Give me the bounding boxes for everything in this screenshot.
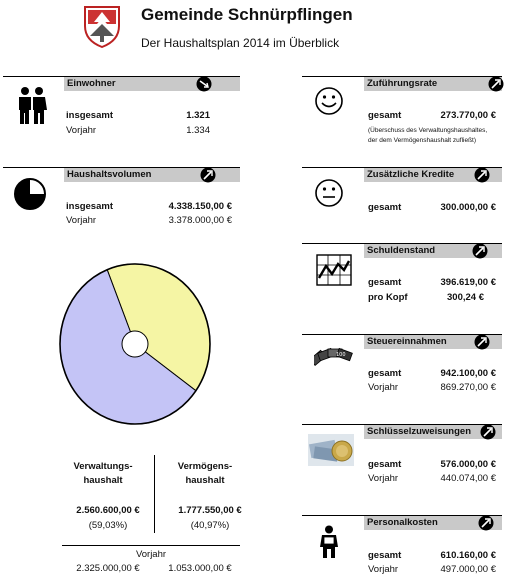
arrow-up-right-icon <box>474 334 490 350</box>
haushaltsvolumen-row1-value: 4.338.150,00 € <box>168 201 232 212</box>
budget-donut-chart <box>55 258 215 428</box>
vermoegenshaushalt-value: 1.777.550,00 € <box>178 505 242 516</box>
haushaltsvolumen-row2-label: Vorjahr <box>66 215 97 226</box>
coat-of-arms-icon <box>82 4 122 48</box>
section-title-haushaltsvolumen: Haushaltsvolumen <box>67 169 152 180</box>
trend-chart-icon <box>316 254 352 286</box>
banknotes-icon <box>314 344 354 370</box>
coins-icon <box>308 434 354 466</box>
vermoegenshaushalt-title: Vermögens- <box>177 461 233 472</box>
smiley-happy-icon <box>314 86 344 116</box>
people-icon <box>16 86 48 126</box>
zufuehrungsrate-note-2: der dem Vermögenshaushalt zufließt) <box>368 137 477 144</box>
pie-chart-icon <box>13 177 47 211</box>
verwaltungshaushalt-pct: (59,03%) <box>88 520 128 531</box>
schuldenstand-row1-value: 396.619,00 € <box>440 277 496 288</box>
personal-row1-label: gesamt <box>368 550 402 561</box>
steuer-row2-value: 869.270,00 € <box>440 382 496 393</box>
vorjahr-label: Vorjahr <box>135 549 167 560</box>
vorjahr-vermoegen-value: 1.053.000,00 € <box>168 563 232 574</box>
svg-text:100: 100 <box>336 352 346 358</box>
schluessel-row1-label: gesamt <box>368 459 402 470</box>
personal-row2-value: 497.000,00 € <box>440 564 496 575</box>
einwohner-row2-value: 1.334 <box>186 125 210 136</box>
vermoegenshaushalt-title-2: haushalt <box>185 475 225 486</box>
arrow-up-right-icon <box>488 76 504 92</box>
schluessel-row1-value: 576.000,00 € <box>440 459 496 470</box>
arrow-up-right-icon <box>474 167 490 183</box>
schluessel-row2-value: 440.074,00 € <box>440 473 496 484</box>
page-subtitle: Der Haushaltsplan 2014 im Überblick <box>141 36 340 50</box>
haushaltsvolumen-row2-value: 3.378.000,00 € <box>168 215 232 226</box>
section-title-personal: Personalkosten <box>367 517 438 528</box>
arrow-up-right-icon <box>480 424 496 440</box>
section-title-steuer: Steuereinnahmen <box>367 336 447 347</box>
arrow-down-right-icon <box>196 76 212 92</box>
section-title-zufuehrungsrate: Zuführungsrate <box>367 78 438 89</box>
schuldenstand-row2-label: pro Kopf <box>368 292 408 303</box>
arrow-up-right-icon <box>478 515 494 531</box>
vermoegenshaushalt-pct: (40,97%) <box>190 520 230 531</box>
section-divider <box>62 545 240 546</box>
arrow-up-right-icon <box>200 167 216 183</box>
steuer-row1-label: gesamt <box>368 368 402 379</box>
zufuehrungsrate-row1-label: gesamt <box>368 110 402 121</box>
personal-row1-value: 610.160,00 € <box>440 550 496 561</box>
steuer-row1-value: 942.100,00 € <box>440 368 496 379</box>
verwaltungshaushalt-title: Verwaltungs- <box>73 461 133 472</box>
section-title-kredite: Zusätzliche Kredite <box>367 169 455 180</box>
smiley-neutral-icon <box>314 178 344 208</box>
section-title-einwohner: Einwohner <box>67 78 116 89</box>
kredite-row1-value: 300.000,00 € <box>440 202 496 213</box>
einwohner-row1-value: 1.321 <box>186 110 210 121</box>
einwohner-row2-label: Vorjahr <box>66 125 97 136</box>
schluessel-row2-label: Vorjahr <box>368 473 399 484</box>
zufuehrungsrate-note-1: (Überschuss des Verwaltungshaushaltes, <box>368 127 488 134</box>
schuldenstand-row1-label: gesamt <box>368 277 402 288</box>
section-title-schluessel: Schlüsselzuweisungen <box>367 426 471 437</box>
einwohner-row1-label: insgesamt <box>66 110 113 121</box>
personal-row2-label: Vorjahr <box>368 564 399 575</box>
steuer-row2-label: Vorjahr <box>368 382 399 393</box>
kredite-row1-label: gesamt <box>368 202 402 213</box>
vorjahr-verwaltung-value: 2.325.000,00 € <box>76 563 140 574</box>
verwaltungshaushalt-title-2: haushalt <box>83 475 123 486</box>
arrow-up-right-icon <box>472 243 488 259</box>
person-sign-icon <box>316 525 342 559</box>
haushaltsvolumen-row1-label: insgesamt <box>66 201 113 212</box>
pie-hole <box>122 331 148 357</box>
section-title-schuldenstand: Schuldenstand <box>367 245 436 256</box>
page-title: Gemeinde Schnürpflingen <box>141 5 353 24</box>
schuldenstand-row2-value: 300,24 € <box>447 292 484 303</box>
verwaltungshaushalt-value: 2.560.600,00 € <box>76 505 140 516</box>
zufuehrungsrate-row1-value: 273.770,00 € <box>440 110 496 121</box>
